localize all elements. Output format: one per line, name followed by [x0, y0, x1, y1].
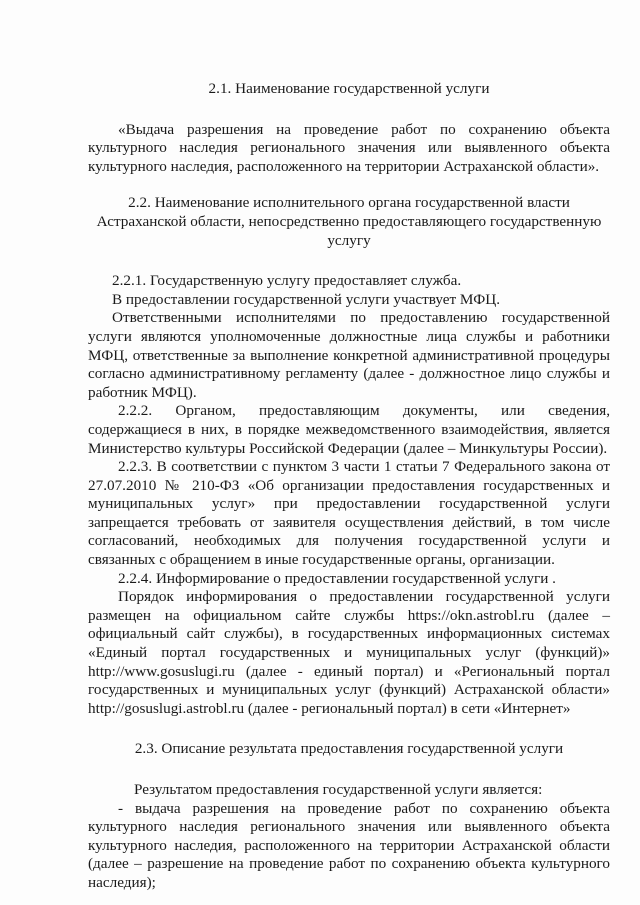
result-intro: Результатом предоставления государственной услуги является: [134, 781, 543, 798]
section-2-1-heading: 2.1. Наименование государственной услуги [208, 80, 490, 97]
section-2-3-heading: 2.3. Описание результата предоставления государственной услуги [134, 740, 564, 758]
paragraph-2-2-3: 2.2.3. В соответствии с пунктом 3 части 1 статьи 7 Федерального закона от 27.07.2010 № 210-ФЗ «Об организации предоставления государственных и муниципальных услуг» при предоставлении государственной услуги запрещается требовать от заявителя осуществления действий, в том числе согласований, необходимых для получения государственной услуги и связанных с обращением в иные государственные органы, организации. [88, 458, 610, 569]
section-2-2-heading: 2.2. Наименование исполнительного органа государственной власти Астраханской области, непосредственно предоставляющего государственную услугу [96, 194, 602, 249]
paragraph-mfc: В предоставлении государственной услуги участвует МФЦ. [112, 290, 500, 308]
service-name-text: «Выдача разрешения на проведение работ по сохранению объекта культурного наследия регионального значения или выявленного объекта культурного наследия, расположенного на территории Астраханской области». [88, 120, 610, 175]
paragraph-2-2-4: 2.2.4. Информирование о предоставлении государственной услуги . [118, 569, 556, 587]
paragraph-2-2-2: 2.2.2. Органом, предоставляющим документы, или сведения, содержащиеся в них, в порядке межведомственного взаимодействия, является Министерство культуры Российской Федерации (далее – Минкультуры России). [88, 402, 610, 457]
paragraph-informing-order: Порядок информирования о предоставлении государственной услуги размещен на официальном сайте службы https://okn.astrobl.ru (далее – официальный сайт службы), в государственных информационных системах «Единый портал государственных и муниципальных услуг (функций)» http://www.gosuslugi.ru (далее - единый портал) и «Региональный портал государственных и муниципальных услуг (функций) Астраханской области» http://gosuslugi.astrobl.ru (далее - региональный портал) в сети «Интернет» [88, 588, 610, 717]
result-item-1: - выдача разрешения на проведение работ по сохранению объекта культурного наследия регионального значения или выявленного объекта культурного наследия, расположенного на территории Астраханской области (далее – разрешение на проведение работ по сохранению объекта культурного наследия); [88, 799, 610, 891]
paragraph-responsible: Ответственными исполнителями по предоставлению государственной услуги являются уполномоченные должностные лица службы и работники МФЦ, ответственные за выполнение конкретной административной процедуры согласно административному регламенту (далее - должностное лицо службы и работник МФЦ). [88, 309, 610, 401]
paragraph-2-2-1: 2.2.1. Государственную услугу предоставляет служба. [112, 272, 462, 290]
document-body [88, 80, 610, 893]
